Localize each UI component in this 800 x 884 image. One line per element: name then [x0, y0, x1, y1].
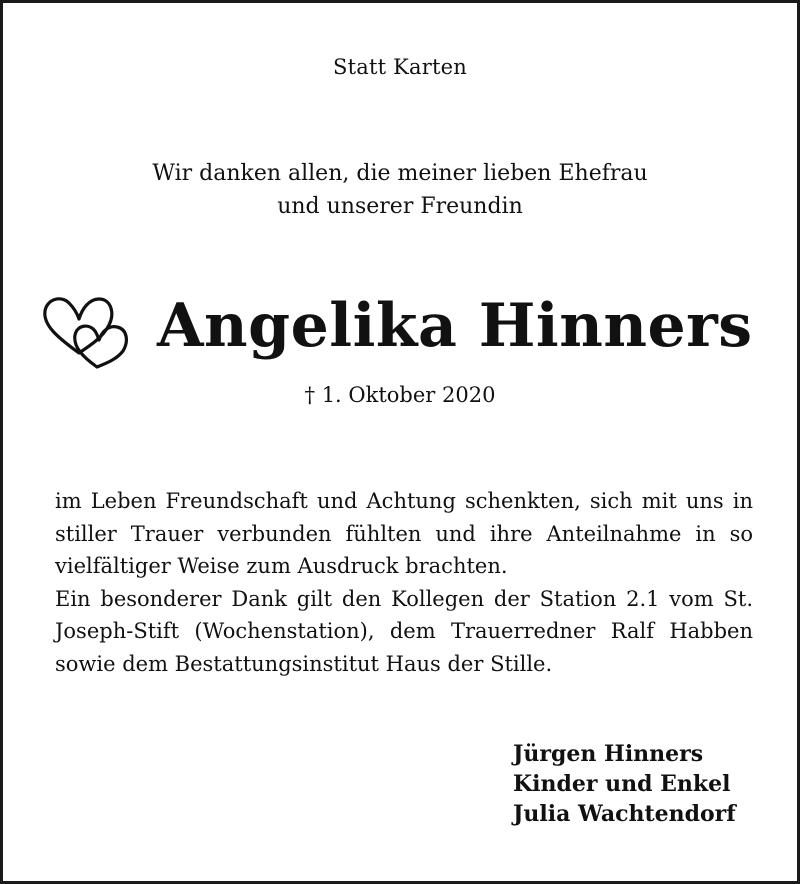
- signature-line: Julia Wachtendorf: [513, 801, 736, 827]
- signatures: [513, 739, 736, 829]
- body-paragraph: im Leben Freundschaft und Achtung schenkten, sich mit uns in stiller Trauer verbunden fühlten und ihre Anteilnahme in so vielfältiger Weise zum Ausdruck brachten.: [55, 489, 753, 578]
- death-date: † 1. Oktober 2020: [304, 383, 496, 407]
- signature-line: Jürgen Hinners: [513, 741, 704, 767]
- intro-line: und unserer Freundin: [277, 194, 523, 219]
- two-hearts-icon: [39, 291, 135, 371]
- intro-line: Wir danken allen, die meiner lieben Ehefrau: [152, 161, 648, 186]
- body-paragraph: Ein besonderer Dank gilt den Kollegen der Station 2.1 vom St. Joseph-Stift (Wochenstation), dem Trauerredner Ralf Habben sowie dem Bestattungsinstitut Haus der Stille.: [55, 586, 753, 676]
- body-text: [55, 485, 753, 680]
- deceased-name: Angelika Hinners: [157, 291, 753, 361]
- name-row: [39, 283, 759, 383]
- signature-line: Kinder und Enkel: [513, 771, 731, 797]
- intro-text: [3, 157, 797, 223]
- pre-title: Statt Karten: [333, 55, 467, 79]
